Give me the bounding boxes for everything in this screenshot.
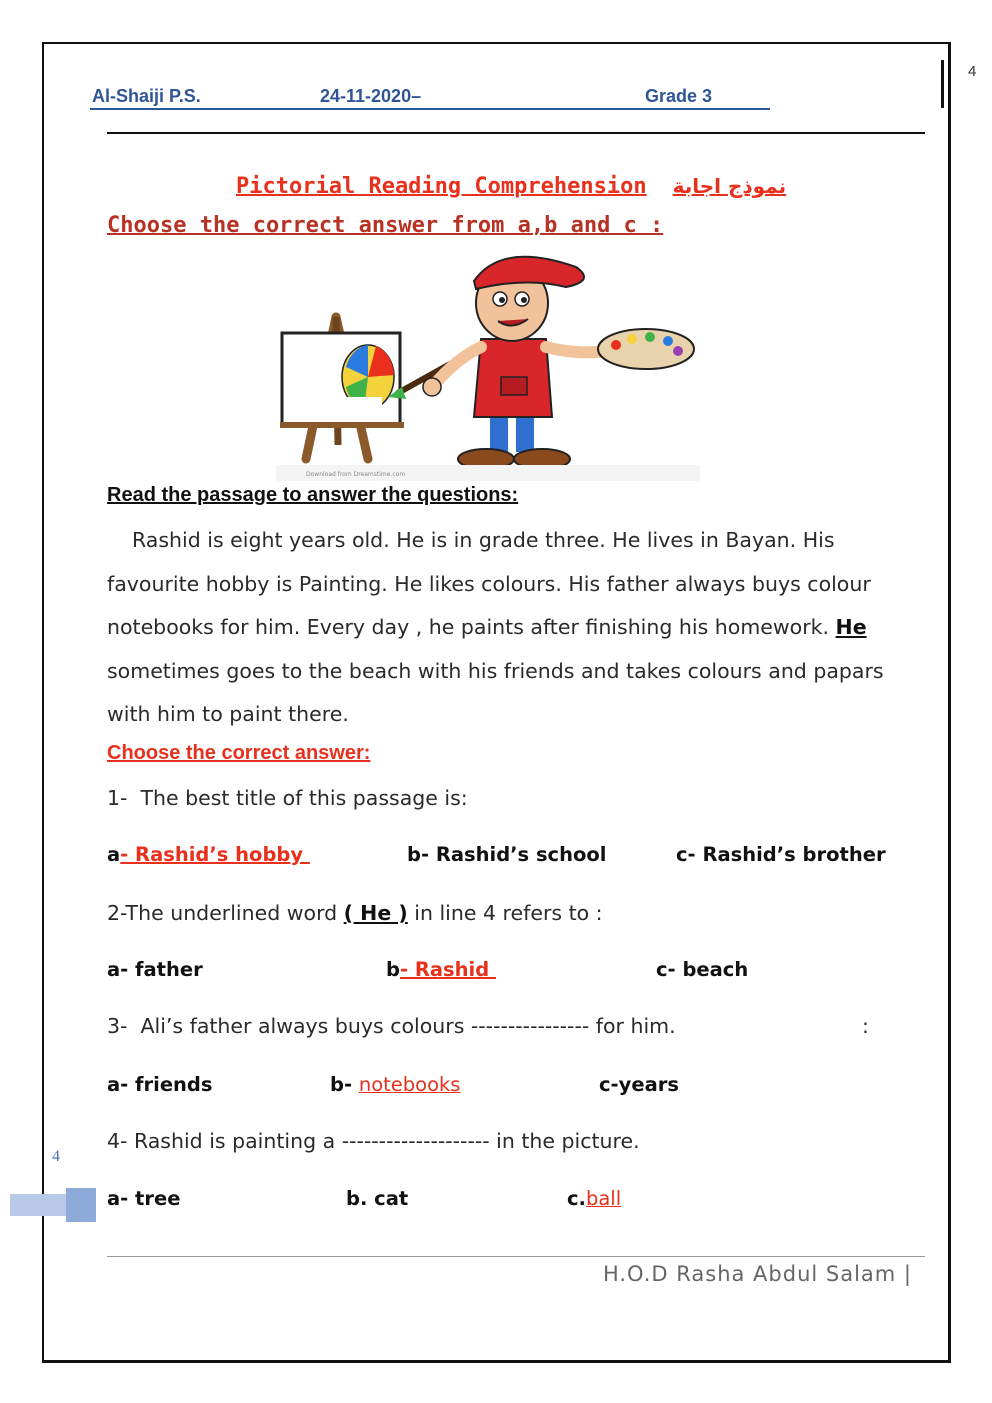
q1-correct-answer: - Rashid’s hobby bbox=[120, 843, 310, 866]
passage-text bbox=[107, 519, 912, 737]
passage-part-2: sometimes goes to the beach with his friends and takes colours and papars with him to paint there. bbox=[107, 658, 884, 726]
page-number: 4 bbox=[968, 63, 977, 80]
footer-signature: H.O.D Rasha Abdul Salam | bbox=[602, 1262, 912, 1286]
title-english: Pictorial Reading Comprehension bbox=[236, 174, 647, 199]
stock-caption: Download from Dreamstime.com bbox=[306, 471, 406, 478]
grade-label: Grade 3 bbox=[645, 86, 713, 106]
header-rule bbox=[107, 132, 925, 134]
boy-painter-illustration bbox=[276, 247, 700, 483]
header-date: 24-11-2020– bbox=[320, 86, 422, 106]
q3-option-c: c-years bbox=[599, 1073, 679, 1096]
q2-option-b: b- Rashid bbox=[386, 958, 496, 981]
question-3: 3- Ali’s father always buys colours ---------------- for him. bbox=[107, 1014, 676, 1038]
q2-marked-word: ( He ) bbox=[343, 901, 408, 925]
q2-option-c: c- beach bbox=[656, 958, 749, 981]
q3-correct-answer: notebooks bbox=[358, 1073, 461, 1096]
title-arabic: نموذج اجابة bbox=[672, 174, 787, 198]
passage-part-1: Rashid is eight years old. He is in grade three. He lives in Bayan. His favourite hobby is Painting. He likes colours. His father always buys colour notebooks for him. Every day , he paints after finishing his homework. bbox=[107, 528, 871, 639]
passage-heading: Read the passage to answer the questions: bbox=[107, 484, 519, 506]
page-tab-decoration bbox=[10, 1188, 96, 1222]
q4-option-c: c.ball bbox=[567, 1187, 622, 1210]
question-1: 1- The best title of this passage is: bbox=[107, 786, 468, 810]
question-4: 4- Rashid is painting a -------------------- in the picture. bbox=[107, 1129, 640, 1153]
side-page-number: 4 bbox=[52, 1148, 60, 1165]
page-title bbox=[236, 174, 786, 199]
edge-bar bbox=[941, 60, 944, 108]
q4-option-a: a- tree bbox=[107, 1187, 181, 1210]
q4-option-b: b. cat bbox=[346, 1187, 409, 1210]
header bbox=[90, 84, 770, 110]
footer-rule bbox=[107, 1256, 925, 1257]
q1-option-a: a- Rashid’s hobby bbox=[107, 843, 310, 866]
q4-correct-answer: ball bbox=[585, 1187, 622, 1210]
palette-icon bbox=[598, 329, 694, 369]
q1-option-c: c- Rashid’s brother bbox=[676, 843, 886, 866]
q3-trailing-colon: : bbox=[862, 1014, 869, 1038]
choose-heading: Choose the correct answer: bbox=[107, 742, 371, 764]
question-2: 2-The underlined word ( He ) in line 4 refers to : bbox=[107, 901, 603, 925]
underlined-word: He bbox=[835, 615, 867, 639]
school-name: Al-Shaiji P.S. bbox=[92, 86, 201, 106]
q3-option-a: a- friends bbox=[107, 1073, 213, 1096]
q3-option-b: b- notebooks bbox=[330, 1073, 461, 1096]
q1-option-b: b- Rashid’s school bbox=[407, 843, 607, 866]
q2-correct-answer: - Rashid bbox=[399, 958, 496, 981]
q2-option-a: a- father bbox=[107, 958, 203, 981]
instruction-heading: Choose the correct answer from a,b and c : bbox=[107, 213, 664, 238]
